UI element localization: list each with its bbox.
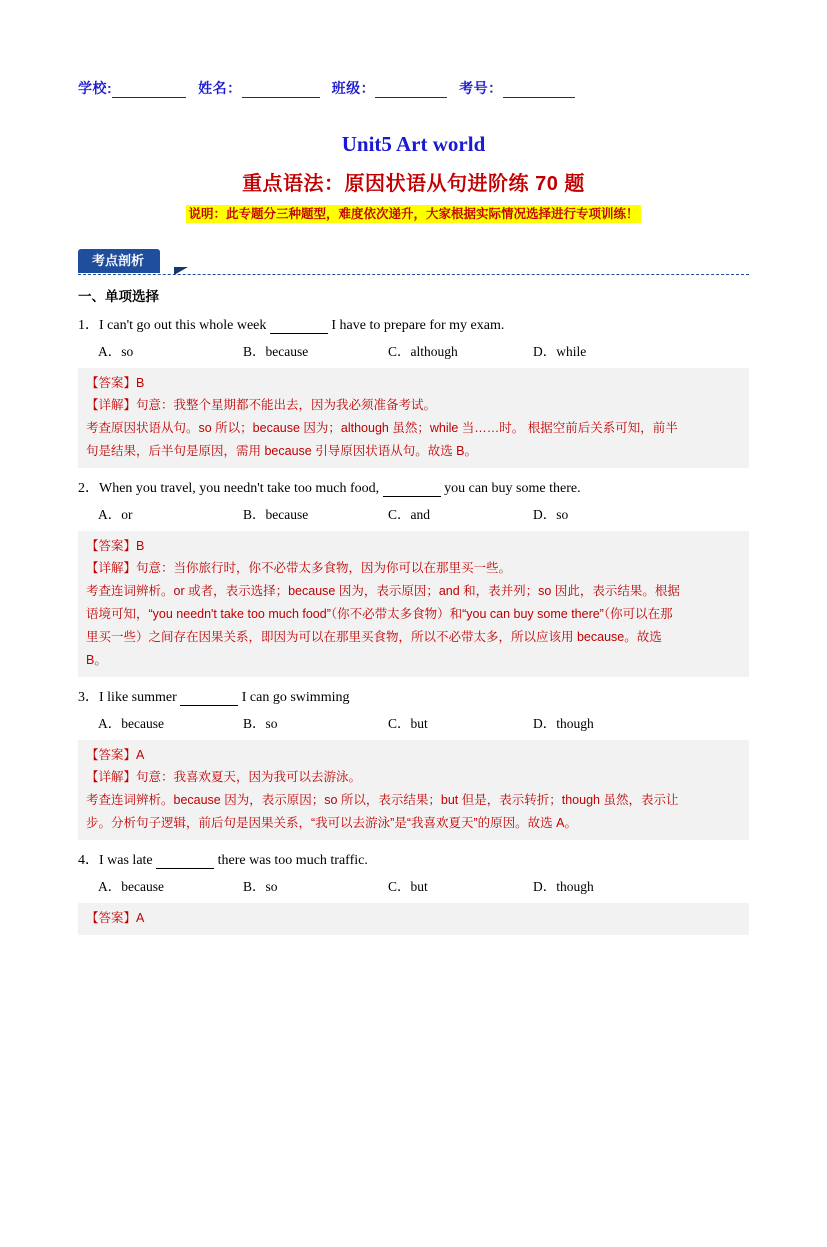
class-label: 班级： <box>331 80 376 96</box>
highlight-note: 说明：此专题分三种题型，难度依次递升，大家根据实际情况选择进行专项训练！ <box>188 207 639 221</box>
banner-tail-shape <box>174 267 188 275</box>
option-d[interactable]: D．though <box>533 879 594 894</box>
exam-no-label: 考号： <box>459 80 503 96</box>
option-b[interactable]: B．so <box>243 716 278 731</box>
option-a[interactable]: A．so <box>98 344 134 359</box>
answer-value: A <box>136 748 145 762</box>
question-stem <box>78 477 749 497</box>
answer-value: B <box>136 376 145 390</box>
option-d[interactable]: D．though <box>533 716 594 731</box>
name-blank <box>242 84 320 98</box>
option-d[interactable]: D．while <box>533 344 587 359</box>
answer-line <box>86 537 741 556</box>
question-number: 3． <box>78 690 99 705</box>
option-a[interactable]: A．or <box>98 507 133 522</box>
option-a[interactable]: A．because <box>98 716 164 731</box>
option-c[interactable]: C．but <box>388 879 428 894</box>
question-stem <box>78 849 749 869</box>
name-label: 姓名： <box>198 80 242 96</box>
banner-label: 考点剖析 <box>78 249 160 273</box>
option-d[interactable]: D．so <box>533 507 569 522</box>
question-text-before: I can't go out this whole week <box>99 318 270 333</box>
question-number: 1． <box>78 318 99 333</box>
explanation-head <box>86 396 741 415</box>
question-text-after: there was too much traffic. <box>214 853 368 868</box>
exam-no-blank <box>503 84 575 98</box>
explanation-body-line: 考查连词辨析。or 或者，表示选择；because 因为，表示原因；and 和，表并列；so 因此，表示结果。根据 <box>86 584 680 598</box>
option-c[interactable]: C．and <box>388 507 430 522</box>
answer-blank <box>156 856 214 869</box>
explanation-label: 【详解】 <box>86 398 137 412</box>
question-number: 2． <box>78 481 99 496</box>
option-b[interactable]: B．so <box>243 879 278 894</box>
question-text-before: When you travel, you needn't take too much food, <box>99 481 383 496</box>
answer-blank <box>270 321 328 334</box>
school-blank <box>112 84 186 98</box>
question-stem <box>78 686 749 706</box>
student-info-header <box>78 78 749 98</box>
explanation-body-line: 里买一些）之间存在因果关系，即因为可以在那里买食物，所以不必带太多，所以应该用 because。故选 <box>86 630 662 644</box>
option-row <box>78 712 749 732</box>
answer-label: 【答案】 <box>86 748 137 762</box>
option-row <box>78 340 749 360</box>
section-title: 一、单项选择 <box>78 289 159 304</box>
explanation-label: 【详解】 <box>86 561 137 575</box>
option-c[interactable]: C．but <box>388 716 428 731</box>
answer-line <box>86 746 741 765</box>
answer-line <box>86 909 741 928</box>
explanation-body-line: 考查连词辨析。because 因为，表示原因；so 所以，表示结果；but 但是，表示转折；though 虽然，表示让 <box>86 793 679 807</box>
explanation-meaning: 句意：我喜欢夏天，因为我可以去游泳。 <box>136 770 362 784</box>
question-text-after: I can go swimming <box>238 690 350 705</box>
answer-value: B <box>136 539 145 553</box>
page-subtitle: 重点语法：原因状语从句进阶练 70 题 <box>242 173 585 195</box>
option-a[interactable]: A．because <box>98 879 164 894</box>
question-stem <box>78 314 749 334</box>
answer-label: 【答案】 <box>86 911 137 925</box>
question-text-before: I was late <box>99 853 157 868</box>
explanation-body-line: B。 <box>86 653 107 667</box>
school-label: 学校: <box>78 80 113 96</box>
explanation-body-line: 语境可知，“you needn't take too much food”（你不必带太多食物）和“you can buy some there”（你可以在那 <box>86 607 673 621</box>
answer-box <box>78 368 749 468</box>
answer-label: 【答案】 <box>86 376 137 390</box>
answer-value: A <box>136 911 145 925</box>
option-b[interactable]: B．because <box>243 344 309 359</box>
option-row <box>78 875 749 895</box>
explanation-meaning: 句意：我整个星期都不能出去，因为我必须准备考试。 <box>136 398 437 412</box>
explanation-body-line: 考查原因状语从句。so 所以；because 因为；although 虽然；while 当……时。 根据空前后关系可知，前半 <box>86 421 678 435</box>
answer-blank <box>180 693 238 706</box>
option-b[interactable]: B．because <box>243 507 309 522</box>
note-row <box>78 205 749 223</box>
explanation-head <box>86 768 741 787</box>
document-page <box>0 78 827 1247</box>
class-blank <box>375 84 447 98</box>
explanation-meaning: 句意：当你旅行时，你不必带太多食物，因为你可以在那里买一些。 <box>136 561 512 575</box>
explanation-body-line: 句是结果，后半句是原因，需用 because 引导原因状语从句。故选 B。 <box>86 444 478 458</box>
section-banner <box>78 249 749 277</box>
question-number: 4． <box>78 853 99 868</box>
answer-line <box>86 374 741 393</box>
option-row <box>78 503 749 523</box>
question-text-after: you can buy some there. <box>440 481 581 496</box>
answer-box <box>78 531 749 677</box>
page-title: Unit5 Art world <box>341 132 486 156</box>
explanation-head <box>86 559 741 578</box>
question-text-after: I have to prepare for my exam. <box>327 318 505 333</box>
answer-blank <box>383 484 441 497</box>
answer-box <box>78 740 749 840</box>
explanation-label: 【详解】 <box>86 770 137 784</box>
answer-label: 【答案】 <box>86 539 137 553</box>
explanation-body-line: 步。分析句子逻辑，前后句是因果关系，“我可以去游泳”是“我喜欢夏天”的原因。故选 A。 <box>86 816 577 830</box>
answer-box <box>78 903 749 935</box>
option-c[interactable]: C．although <box>388 344 458 359</box>
question-text-before: I like summer <box>99 690 181 705</box>
